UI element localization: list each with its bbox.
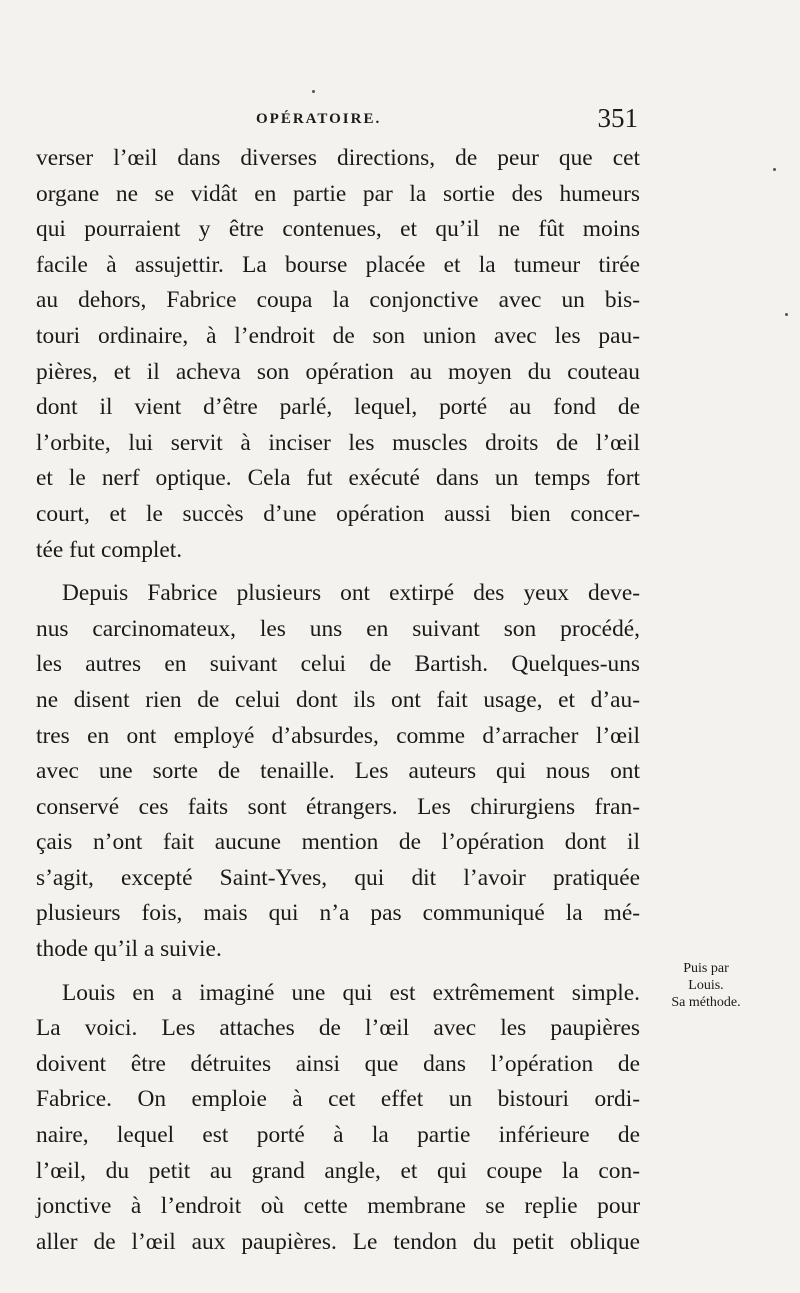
body-text	[36, 141, 640, 1260]
paper-speck	[773, 168, 776, 171]
margin-note-line: Sa méthode.	[671, 995, 741, 1010]
text-line: les autres en suivant celui de Bartish. Quelques-uns	[36, 651, 640, 678]
paper-speck	[312, 90, 315, 93]
text-line: nus carcinomateux, les uns en suivant son procédé,	[36, 615, 640, 642]
margin-note-line: Louis.	[688, 978, 724, 993]
text-line: dont il vient d’être parlé, lequel, porté au fond de	[36, 394, 640, 421]
text-line: pières, et il acheva son opération au moyen du couteau	[36, 358, 640, 385]
text-line: plusieurs fois, mais qui n’a pas communiqué la mé-	[36, 900, 640, 927]
page-header	[36, 103, 640, 143]
text-line: l’orbite, lui servit à inciser les muscles droits de l’œil	[36, 429, 640, 456]
text-line: s’agit, excepté Saint-Yves, qui dit l’avoir pratiquée	[36, 864, 640, 891]
text-line: tres en ont employé d’absurdes, comme d’arracher l’œil	[36, 722, 640, 749]
text-line: organe ne se vidât en partie par la sortie des humeurs	[36, 180, 640, 207]
text-line: çais n’ont fait aucune mention de l’opération dont il	[36, 829, 640, 856]
text-line: avec une sorte de tenaille. Les auteurs qui nous ont	[36, 758, 640, 785]
text-line: touri ordinaire, à l’endroit de son union avec les pau-	[36, 322, 640, 349]
text-line: et le nerf optique. Cela fut exécuté dans un temps fort	[36, 465, 640, 492]
text-line: l’œil, du petit au grand angle, et qui coupe la con-	[36, 1157, 640, 1184]
text-line: verser l’œil dans diverses directions, de peur que cet	[36, 145, 640, 171]
text-line: La voici. Les attaches de l’œil avec les paupières	[36, 1015, 640, 1042]
text-line: tée fut complet.	[36, 536, 183, 563]
running-title: OPÉRATOIRE.	[256, 111, 382, 127]
text-line: conservé ces faits sont étrangers. Les chirurgiens fran-	[36, 793, 640, 820]
paper-speck	[785, 313, 788, 316]
text-line: au dehors, Fabrice coupa la conjonctive avec un bis-	[36, 287, 640, 314]
page-number: 351	[597, 103, 638, 133]
text-line: thode qu’il a suivie.	[36, 936, 222, 963]
text-line: Depuis Fabrice plusieurs ont extirpé des yeux deve-	[62, 580, 640, 607]
text-line: aller de l’œil aux paupières. Le tendon du petit oblique	[36, 1228, 640, 1255]
text-line: Louis en a imaginé une qui est extrêmement simple.	[62, 979, 640, 1006]
margin-note-line: Puis par	[683, 961, 729, 976]
margin-note	[648, 960, 764, 1011]
text-line: doivent être détruites ainsi que dans l’opération de	[36, 1050, 640, 1077]
text-line: jonctive à l’endroit où cette membrane se replie pour	[36, 1193, 640, 1220]
text-line: Fabrice. On emploie à cet effet un bistouri ordi-	[36, 1086, 640, 1113]
text-line: ne disent rien de celui dont ils ont fait usage, et d’au-	[36, 686, 640, 713]
text-line: naire, lequel est porté à la partie inférieure de	[36, 1122, 640, 1149]
text-line: facile à assujettir. La bourse placée et la tumeur tirée	[36, 251, 640, 278]
text-line: court, et le succès d’une opération aussi bien concer-	[36, 500, 640, 527]
text-line: qui pourraient y être contenues, et qu’il ne fût moins	[36, 216, 640, 243]
